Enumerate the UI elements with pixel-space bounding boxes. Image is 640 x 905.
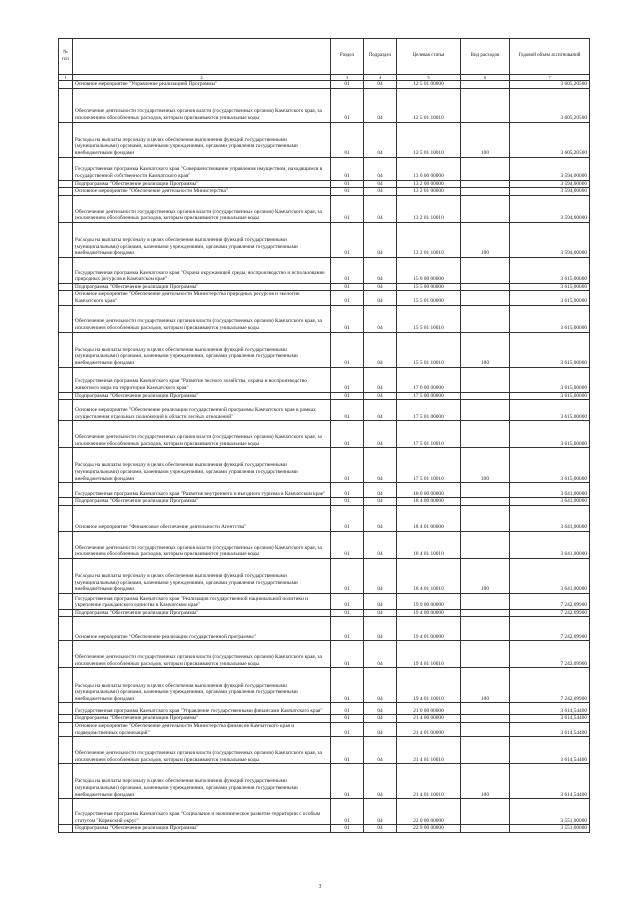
row-amount-cell: 3 614,54400: [510, 722, 590, 736]
row-vid-cell: [461, 180, 510, 188]
table-row: [59, 157, 590, 180]
row-num-cell: [59, 222, 73, 257]
row-razdel-cell: 01: [331, 764, 364, 799]
row-razdel-cell: 01: [331, 400, 364, 421]
row-podrazdel-cell: 04: [364, 609, 397, 617]
row-amount-cell: 3 594,00000: [510, 188, 590, 196]
row-statya-cell: 15 5 01 10010: [397, 305, 461, 332]
table-row: [59, 257, 590, 283]
row-vid-cell: [461, 283, 510, 291]
row-num-cell: [59, 283, 73, 291]
row-podrazdel-cell: 04: [364, 593, 397, 609]
row-podrazdel-cell: 04: [364, 283, 397, 291]
row-podrazdel-cell: 04: [364, 715, 397, 723]
row-amount-cell: 3 641,00000: [510, 505, 590, 531]
row-name-cell: Обеспечение деятельности государственных органов власти (государственных органов) Камчатского края, за исключением обособленных расходов, которым присваиваются уникальные коды: [73, 531, 331, 558]
table-row: [59, 617, 590, 641]
row-name-cell: Основное мероприятие "Обеспечение деятельности Министерства": [73, 188, 331, 196]
row-amount-cell: 3 615,00000: [510, 392, 590, 400]
row-razdel-cell: 01: [331, 88, 364, 122]
row-statya-cell: 13 2 00 00000: [397, 180, 461, 188]
row-statya-cell: 15 0 00 00000: [397, 257, 461, 283]
row-name-cell: Подпрограмма "Обеспечение реализации Программы": [73, 392, 331, 400]
row-podrazdel-cell: 04: [364, 188, 397, 196]
row-podrazdel-cell: 04: [364, 222, 397, 257]
row-statya-cell: 17 5 01 10010: [397, 448, 461, 483]
row-amount-cell: 7 242,09900: [510, 668, 590, 703]
row-razdel-cell: 01: [331, 737, 364, 764]
row-statya-cell: 18 4 01 10010: [397, 531, 461, 558]
row-name-cell: Государственная программа Камчатского края "Управление государственными финансами Камчатского края": [73, 703, 331, 715]
row-statya-cell: 17 5 01 10010: [397, 421, 461, 448]
row-statya-cell: 22 9 00 00000: [397, 825, 461, 833]
table-body: [59, 81, 590, 833]
row-amount-cell: 3 641,00000: [510, 483, 590, 498]
row-vid-cell: [461, 641, 510, 668]
row-name-cell: Обеспечение деятельности государственных органов власти (государственных органов) Камчатского края, за исключением обособленных расходов, которым присваиваются уникальные коды: [73, 195, 331, 222]
row-name-cell: Расходы на выплаты персоналу в целях обеспечения выполнения функций государственными (муниципальными) органами, казенными учреждениями, органами управления государственными внебюджетными фондами: [73, 448, 331, 483]
row-statya-cell: 21 4 01 00000: [397, 722, 461, 736]
row-statya-cell: 19 0 00 00000: [397, 593, 461, 609]
row-vid-cell: [461, 825, 510, 833]
table-row: [59, 531, 590, 558]
row-podrazdel-cell: 04: [364, 448, 397, 483]
row-num-cell: [59, 593, 73, 609]
row-vid-cell: [461, 88, 510, 122]
row-podrazdel-cell: 04: [364, 195, 397, 222]
row-num-cell: [59, 505, 73, 531]
row-statya-cell: 12 5 01 10010: [397, 88, 461, 122]
header-razdel: Раздел: [331, 39, 364, 75]
row-vid-cell: [461, 609, 510, 617]
header-name: [73, 39, 331, 75]
table-row: [59, 392, 590, 400]
row-statya-cell: 19 4 01 10010: [397, 668, 461, 703]
row-num-cell: [59, 558, 73, 593]
row-vid-cell: [461, 531, 510, 558]
row-podrazdel-cell: 04: [364, 498, 397, 506]
row-statya-cell: 21 4 01 10010: [397, 764, 461, 799]
row-amount-cell: 3 615,00000: [510, 305, 590, 332]
row-podrazdel-cell: 04: [364, 799, 397, 825]
row-vid-cell: 100: [461, 764, 510, 799]
row-vid-cell: [461, 737, 510, 764]
table-row: [59, 291, 590, 305]
row-name-cell: Подпрограмма "Обеспечение реализации Программы": [73, 498, 331, 506]
table-row: [59, 737, 590, 764]
column-number: 3: [331, 75, 364, 81]
header-statya: Целевая статья: [397, 39, 461, 75]
row-razdel-cell: 01: [331, 180, 364, 188]
row-name-cell: Государственная программа Камчатского края "Реализация государственной национальной политики и укрепление гражданского единства в Камчатском крае": [73, 593, 331, 609]
row-vid-cell: [461, 715, 510, 723]
row-amount-cell: 3 615,00000: [510, 332, 590, 367]
row-name-cell: Подпрограмма "Обеспечение реализации Программы": [73, 283, 331, 291]
row-name-cell: Обеспечение деятельности государственных органов власти (государственных органов) Камчатского края, за исключением обособленных расходов, которым присваиваются уникальные коды: [73, 88, 331, 122]
row-num-cell: [59, 81, 73, 89]
row-razdel-cell: 01: [331, 448, 364, 483]
row-vid-cell: [461, 257, 510, 283]
table-row: [59, 305, 590, 332]
row-vid-cell: [461, 188, 510, 196]
row-num-cell: [59, 531, 73, 558]
row-statya-cell: 15 5 01 10010: [397, 332, 461, 367]
row-amount-cell: 3 614,54400: [510, 703, 590, 715]
table-row: [59, 400, 590, 421]
row-num-cell: [59, 257, 73, 283]
row-name-cell: Подпрограмма "Обеспечение реализации Программы": [73, 715, 331, 723]
table-row: [59, 88, 590, 122]
row-num-cell: [59, 483, 73, 498]
row-vid-cell: 100: [461, 558, 510, 593]
column-number: 7: [510, 75, 590, 81]
row-podrazdel-cell: 04: [364, 81, 397, 89]
table-row: [59, 332, 590, 367]
row-amount-cell: 3 641,00000: [510, 498, 590, 506]
row-name-cell: Государственная программа Камчатского края "Совершенствование управления имуществом, находящимся в государственной собственности Камчатского края": [73, 157, 331, 180]
table-row: [59, 668, 590, 703]
row-statya-cell: 19 4 00 00000: [397, 609, 461, 617]
row-name-cell: Расходы на выплаты персоналу в целях обеспечения выполнения функций государственными (муниципальными) органами, казенными учреждениями, органами управления государственными внебюджетными фондами: [73, 332, 331, 367]
row-statya-cell: 12 5 01 10010: [397, 122, 461, 157]
table-row: [59, 703, 590, 715]
row-statya-cell: 21 4 01 10010: [397, 737, 461, 764]
column-number: 2: [73, 75, 331, 81]
row-razdel-cell: 01: [331, 332, 364, 367]
row-razdel-cell: 01: [331, 195, 364, 222]
row-num-cell: [59, 291, 73, 305]
header-podrazdel: Подраздел: [364, 39, 397, 75]
header-vid: Вид расходов: [461, 39, 510, 75]
row-podrazdel-cell: 04: [364, 558, 397, 593]
table-row: [59, 188, 590, 196]
row-vid-cell: [461, 722, 510, 736]
row-razdel-cell: 01: [331, 257, 364, 283]
row-statya-cell: 17 5 00 00000: [397, 392, 461, 400]
row-vid-cell: [461, 483, 510, 498]
row-statya-cell: 19 4 01 10010: [397, 641, 461, 668]
row-amount-cell: 3 551,00000: [510, 825, 590, 833]
row-num-cell: [59, 195, 73, 222]
row-num-cell: [59, 88, 73, 122]
row-name-cell: Основное мероприятие "Управление реализацией Программы": [73, 81, 331, 89]
row-razdel-cell: 01: [331, 558, 364, 593]
row-podrazdel-cell: 04: [364, 483, 397, 498]
row-vid-cell: [461, 157, 510, 180]
row-num-cell: [59, 332, 73, 367]
row-amount-cell: 3 615,00000: [510, 291, 590, 305]
row-razdel-cell: 01: [331, 641, 364, 668]
page-number: 3: [318, 884, 322, 890]
row-vid-cell: [461, 392, 510, 400]
row-amount-cell: 3 605,20500: [510, 88, 590, 122]
row-vid-cell: [461, 291, 510, 305]
row-vid-cell: 100: [461, 222, 510, 257]
row-podrazdel-cell: 04: [364, 392, 397, 400]
row-num-cell: [59, 668, 73, 703]
row-podrazdel-cell: 04: [364, 531, 397, 558]
row-name-cell: Государственная программа Камчатского края "Социальное и экономическое развитие территории с особым статусом "Корякский округ": [73, 799, 331, 825]
row-vid-cell: 100: [461, 448, 510, 483]
row-podrazdel-cell: 04: [364, 305, 397, 332]
row-name-cell: Расходы на выплаты персоналу в целях обеспечения выполнения функций государственными (муниципальными) органами, казенными учреждениями, органами управления государственными внебюджетными фондами: [73, 122, 331, 157]
row-num-cell: [59, 722, 73, 736]
row-statya-cell: 22 0 00 00000: [397, 799, 461, 825]
row-vid-cell: [461, 593, 510, 609]
table-row: [59, 195, 590, 222]
table-row: [59, 593, 590, 609]
row-vid-cell: 100: [461, 668, 510, 703]
row-podrazdel-cell: 04: [364, 257, 397, 283]
row-statya-cell: 15 5 01 00000: [397, 291, 461, 305]
table-row: [59, 180, 590, 188]
table-row: [59, 715, 590, 723]
table-row: [59, 448, 590, 483]
row-podrazdel-cell: 04: [364, 703, 397, 715]
row-vid-cell: [461, 81, 510, 89]
row-statya-cell: 13 0 00 00000: [397, 157, 461, 180]
row-podrazdel-cell: 04: [364, 421, 397, 448]
row-amount-cell: 3 615,00000: [510, 283, 590, 291]
row-num-cell: [59, 617, 73, 641]
row-podrazdel-cell: 04: [364, 505, 397, 531]
row-num-cell: [59, 180, 73, 188]
document-page: [58, 38, 589, 890]
row-name-cell: Государственная программа Камчатского края "Охрана окружающей среды, воспроизводство и использование природных ресурсов в Камчатском крае": [73, 257, 331, 283]
header-row: [59, 39, 590, 75]
row-amount-cell: 3 614,54400: [510, 764, 590, 799]
row-podrazdel-cell: 04: [364, 722, 397, 736]
column-number: 6: [461, 75, 510, 81]
row-amount-cell: 3 605,20500: [510, 122, 590, 157]
row-statya-cell: 21 0 00 00000: [397, 703, 461, 715]
row-name-cell: Обеспечение деятельности государственных органов власти (государственных органов) Камчатского края, за исключением обособленных расходов, которым присваиваются уникальные коды: [73, 305, 331, 332]
row-razdel-cell: 01: [331, 505, 364, 531]
row-podrazdel-cell: 04: [364, 825, 397, 833]
row-statya-cell: 18 4 00 00000: [397, 498, 461, 506]
row-statya-cell: 17 0 00 00000: [397, 367, 461, 392]
row-name-cell: Расходы на выплаты персоналу в целях обеспечения выполнения функций государственными (муниципальными) органами, казенными учреждениями, органами управления государственными внебюджетными фондами: [73, 668, 331, 703]
row-razdel-cell: 01: [331, 799, 364, 825]
row-name-cell: Государственная программа Камчатского края "Развитие внутреннего и въездного туризма в Камчатском крае": [73, 483, 331, 498]
column-number: 5: [397, 75, 461, 81]
row-name-cell: Подпрограмма "Обеспечение реализации Программы": [73, 180, 331, 188]
row-podrazdel-cell: 04: [364, 291, 397, 305]
row-num-cell: [59, 498, 73, 506]
row-name-cell: Подпрограмма "Обеспечение реализации Программы": [73, 609, 331, 617]
row-vid-cell: [461, 367, 510, 392]
column-number: 4: [364, 75, 397, 81]
row-name-cell: Обеспечение деятельности государственных органов власти (государственных органов) Камчатского края, за исключением обособленных расходов, которым присваиваются уникальные коды: [73, 641, 331, 668]
row-statya-cell: 17 5 01 00000: [397, 400, 461, 421]
row-podrazdel-cell: 04: [364, 737, 397, 764]
row-podrazdel-cell: 04: [364, 88, 397, 122]
table-row: [59, 498, 590, 506]
table-row: [59, 825, 590, 833]
row-num-cell: [59, 305, 73, 332]
row-statya-cell: 13 2 01 00000: [397, 188, 461, 196]
row-amount-cell: 3 615,00000: [510, 367, 590, 392]
row-podrazdel-cell: 04: [364, 157, 397, 180]
row-amount-cell: 3 641,00000: [510, 531, 590, 558]
row-num-cell: [59, 799, 73, 825]
row-statya-cell: 18 0 00 00000: [397, 483, 461, 498]
table-row: [59, 367, 590, 392]
column-number: 1: [59, 75, 73, 81]
row-num-cell: [59, 641, 73, 668]
row-vid-cell: [461, 799, 510, 825]
row-razdel-cell: 01: [331, 617, 364, 641]
row-statya-cell: 13 2 01 10010: [397, 195, 461, 222]
row-razdel-cell: 01: [331, 367, 364, 392]
row-amount-cell: 3 615,00000: [510, 400, 590, 421]
row-num-cell: [59, 703, 73, 715]
row-razdel-cell: 01: [331, 531, 364, 558]
row-razdel-cell: 01: [331, 283, 364, 291]
row-name-cell: Государственная программа Камчатского края "Развитие лесного хозяйства, охрана и воспроизводство животного мира на территории Камчатского края": [73, 367, 331, 392]
header-num: № п/п: [59, 39, 73, 75]
table-row: [59, 122, 590, 157]
row-razdel-cell: 01: [331, 715, 364, 723]
row-razdel-cell: 01: [331, 222, 364, 257]
row-statya-cell: 19 4 01 00000: [397, 617, 461, 641]
row-statya-cell: 18 4 01 00000: [397, 505, 461, 531]
row-amount-cell: 7 242,09900: [510, 617, 590, 641]
row-amount-cell: 3 605,20500: [510, 81, 590, 89]
row-amount-cell: 3 594,00000: [510, 195, 590, 222]
row-amount-cell: 3 615,00000: [510, 421, 590, 448]
table-row: [59, 283, 590, 291]
row-statya-cell: 21 4 00 00000: [397, 715, 461, 723]
row-podrazdel-cell: 04: [364, 367, 397, 392]
row-amount-cell: 3 615,00000: [510, 257, 590, 283]
row-num-cell: [59, 157, 73, 180]
row-vid-cell: 100: [461, 332, 510, 367]
row-num-cell: [59, 421, 73, 448]
row-num-cell: [59, 400, 73, 421]
row-num-cell: [59, 609, 73, 617]
row-vid-cell: [461, 305, 510, 332]
table-row: [59, 421, 590, 448]
row-vid-cell: [461, 400, 510, 421]
row-amount-cell: 3 614,54400: [510, 715, 590, 723]
row-podrazdel-cell: 04: [364, 400, 397, 421]
row-vid-cell: [461, 505, 510, 531]
row-podrazdel-cell: 04: [364, 764, 397, 799]
table-row: [59, 609, 590, 617]
row-podrazdel-cell: 04: [364, 180, 397, 188]
row-podrazdel-cell: 04: [364, 122, 397, 157]
row-statya-cell: 12 5 01 00000: [397, 81, 461, 89]
row-num-cell: [59, 448, 73, 483]
row-podrazdel-cell: 04: [364, 668, 397, 703]
table-row: [59, 641, 590, 668]
row-razdel-cell: 01: [331, 188, 364, 196]
row-razdel-cell: 01: [331, 157, 364, 180]
budget-table: [58, 38, 590, 833]
row-amount-cell: 3 594,00000: [510, 180, 590, 188]
row-podrazdel-cell: 04: [364, 617, 397, 641]
table-row: [59, 505, 590, 531]
row-razdel-cell: 01: [331, 593, 364, 609]
row-name-cell: Основное мероприятие "Обеспечение реализации государственной программы": [73, 617, 331, 641]
row-amount-cell: 7 242,09900: [510, 593, 590, 609]
table-row: [59, 81, 590, 89]
row-name-cell: Расходы на выплаты персоналу в целях обеспечения выполнения функций государственными (муниципальными) органами, казенными учреждениями, органами управления государственными внебюджетными фондами: [73, 222, 331, 257]
row-num-cell: [59, 825, 73, 833]
row-num-cell: [59, 367, 73, 392]
row-amount-cell: 3 615,00000: [510, 448, 590, 483]
row-podrazdel-cell: 04: [364, 641, 397, 668]
row-amount-cell: 7 242,09900: [510, 641, 590, 668]
table-row: [59, 222, 590, 257]
row-statya-cell: 15 5 00 00000: [397, 283, 461, 291]
table-row: [59, 764, 590, 799]
row-amount-cell: 3 551,00000: [510, 799, 590, 825]
row-razdel-cell: 01: [331, 122, 364, 157]
row-name-cell: Основное мероприятие "Обеспечение деятельности Министерства финансов Камчатского края и подведомственных организаций": [73, 722, 331, 736]
row-name-cell: Расходы на выплаты персоналу в целях обеспечения выполнения функций государственными (муниципальными) органами, казенными учреждениями, органами управления государственными внебюджетными фондами: [73, 764, 331, 799]
row-amount-cell: 3 641,00000: [510, 558, 590, 593]
row-razdel-cell: 01: [331, 668, 364, 703]
row-podrazdel-cell: 04: [364, 332, 397, 367]
row-amount-cell: 3 594,00000: [510, 157, 590, 180]
row-num-cell: [59, 188, 73, 196]
row-razdel-cell: 01: [331, 81, 364, 89]
row-amount-cell: 3 614,54400: [510, 737, 590, 764]
header-amount: Годовой объем ассигнований: [510, 39, 590, 75]
row-vid-cell: [461, 195, 510, 222]
row-num-cell: [59, 392, 73, 400]
row-vid-cell: 100: [461, 122, 510, 157]
row-name-cell: Подпрограмма "Обеспечение реализации Программы": [73, 825, 331, 833]
row-statya-cell: 18 4 01 10010: [397, 558, 461, 593]
row-num-cell: [59, 737, 73, 764]
row-num-cell: [59, 764, 73, 799]
row-razdel-cell: 01: [331, 609, 364, 617]
row-razdel-cell: 01: [331, 703, 364, 715]
row-razdel-cell: 01: [331, 305, 364, 332]
row-name-cell: Расходы на выплаты персоналу в целях обеспечения выполнения функций государственными (муниципальными) органами, казенными учреждениями, органами управления государственными внебюджетными фондами: [73, 558, 331, 593]
table-row: [59, 483, 590, 498]
row-name-cell: Обеспечение деятельности государственных органов власти (государственных органов) Камчатского края, за исключением обособленных расходов, которым присваиваются уникальные коды: [73, 737, 331, 764]
row-name-cell: Обеспечение деятельности государственных органов власти (государственных органов) Камчатского края, за исключением обособленных расходов, которым присваиваются уникальные коды: [73, 421, 331, 448]
row-num-cell: [59, 715, 73, 723]
row-amount-cell: 7 242,09900: [510, 609, 590, 617]
row-razdel-cell: 01: [331, 825, 364, 833]
row-vid-cell: [461, 421, 510, 448]
row-razdel-cell: 01: [331, 291, 364, 305]
table-row: [59, 558, 590, 593]
row-razdel-cell: 01: [331, 498, 364, 506]
row-name-cell: Основное мероприятие "Обеспечение реализации государственной программы Камчатского края в рамках осуществления отдельных полномочий в области лесных отношений": [73, 400, 331, 421]
row-razdel-cell: 01: [331, 722, 364, 736]
row-vid-cell: [461, 703, 510, 715]
row-vid-cell: [461, 617, 510, 641]
table-row: [59, 799, 590, 825]
row-razdel-cell: 01: [331, 421, 364, 448]
row-num-cell: [59, 122, 73, 157]
row-name-cell: Основное мероприятие "Обеспечение деятельности Министерства природных ресурсов и экологии Камчатского края": [73, 291, 331, 305]
table-row: [59, 722, 590, 736]
row-statya-cell: 13 2 01 10010: [397, 222, 461, 257]
row-name-cell: Основное мероприятие "Финансовое обеспечение деятельности Агентства": [73, 505, 331, 531]
row-razdel-cell: 01: [331, 483, 364, 498]
row-vid-cell: [461, 498, 510, 506]
row-razdel-cell: 01: [331, 392, 364, 400]
row-amount-cell: 3 594,00000: [510, 222, 590, 257]
